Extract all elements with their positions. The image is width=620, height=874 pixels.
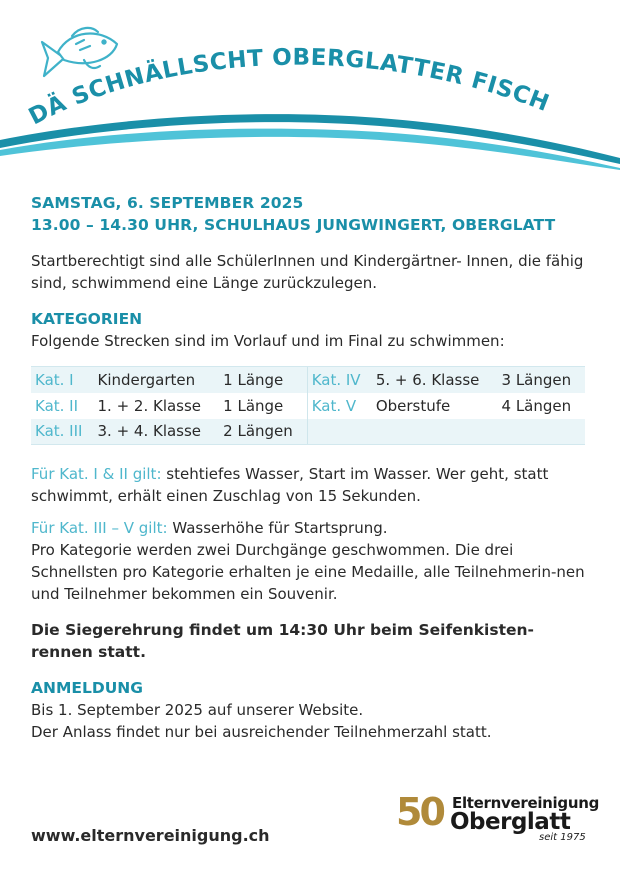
kat-label: Kat. II [31,393,93,419]
logo-line-1: Elternvereinigung [452,794,600,812]
kat-label: Kat. III [31,419,93,445]
kat-group: 3. + 4. Klasse [93,419,219,445]
event-date: SAMSTAG, 6. SEPTEMBER 2025 [31,194,304,212]
rule-label: Für Kat. I & II gilt: [31,465,162,483]
category-table [31,366,585,445]
rule-kat-1-2 [31,463,591,507]
kat-distance: 1 Länge [219,367,307,393]
kategorien-subtitle: Folgende Strecken sind im Vorlauf und im Final zu schwimmen: [31,332,505,350]
intro-text: Startberechtigt sind alle SchülerInnen und Kindergärtner- Innen, die fähig sind, schwimmend eine Länge zurückzulegen. [31,252,584,292]
kat-distance [498,419,585,445]
logo-since: seit 1975 [539,832,586,843]
rule-details: Pro Kategorie werden zwei Durchgänge geschwommen. Die drei Schnellsten pro Kategorie erhalten je eine Medaille, alle Teilnehmerin-nen und Teilnehmer bekommen ein Souvenir. [31,541,585,603]
header [0,0,620,170]
award-ceremony: Die Siegerehrung findet um 14:30 Uhr beim Seifenkisten-rennen statt. [31,621,534,661]
kat-distance: 3 Längen [498,367,585,393]
rule-text: Wasserhöhe für Startsprung. [167,519,388,537]
logo-line-2: Oberglatt [450,809,571,835]
kat-group: 1. + 2. Klasse [93,393,219,419]
table-row [31,367,585,393]
kat-group: Oberstufe [372,393,498,419]
kat-group: Kindergarten [93,367,219,393]
table-row [31,419,585,445]
logo-number: 50 [396,790,443,834]
header-title: DÄ SCHNÄLLSCHT OBERGLATTER FISCH [24,44,553,131]
kat-distance: 4 Längen [498,393,585,419]
kategorien-heading: KATEGORIEN [31,310,143,328]
kat-label: Kat. I [31,367,93,393]
table-row [31,393,585,419]
anmeldung-heading: ANMELDUNG [31,679,144,697]
wave-light [0,129,620,170]
fish-icon [42,28,117,76]
rules [31,463,591,605]
kat-group: 5. + 6. Klasse [372,367,498,393]
website-link[interactable]: www.elternvereinigung.ch [31,826,270,845]
rule-text: stehtiefes Wasser, Start im Wasser. Wer geht, statt schwimmt, erhält einen Zuschlag von 15 Sekunden. [31,465,549,505]
kat-distance: 2 Längen [219,419,307,445]
kat-group [372,419,498,445]
kat-label: Kat. IV [307,367,372,393]
header-graphic [0,0,620,170]
kat-label: Kat. V [307,393,372,419]
kat-distance: 1 Länge [219,393,307,419]
kat-label [307,419,372,445]
rule-kat-3-5 [31,517,591,605]
anmeldung-line-1: Bis 1. September 2025 auf unserer Website. [31,701,364,719]
logo [396,790,600,846]
rule-label: Für Kat. III – V gilt: [31,519,168,537]
anmeldung-line-2: Der Anlass findet nur bei ausreichender Teilnehmerzahl statt. [31,723,492,741]
main-content [31,192,591,743]
event-time-place: 13.00 – 14.30 UHR, SCHULHAUS JUNGWINGERT, OBERGLATT [31,216,556,234]
